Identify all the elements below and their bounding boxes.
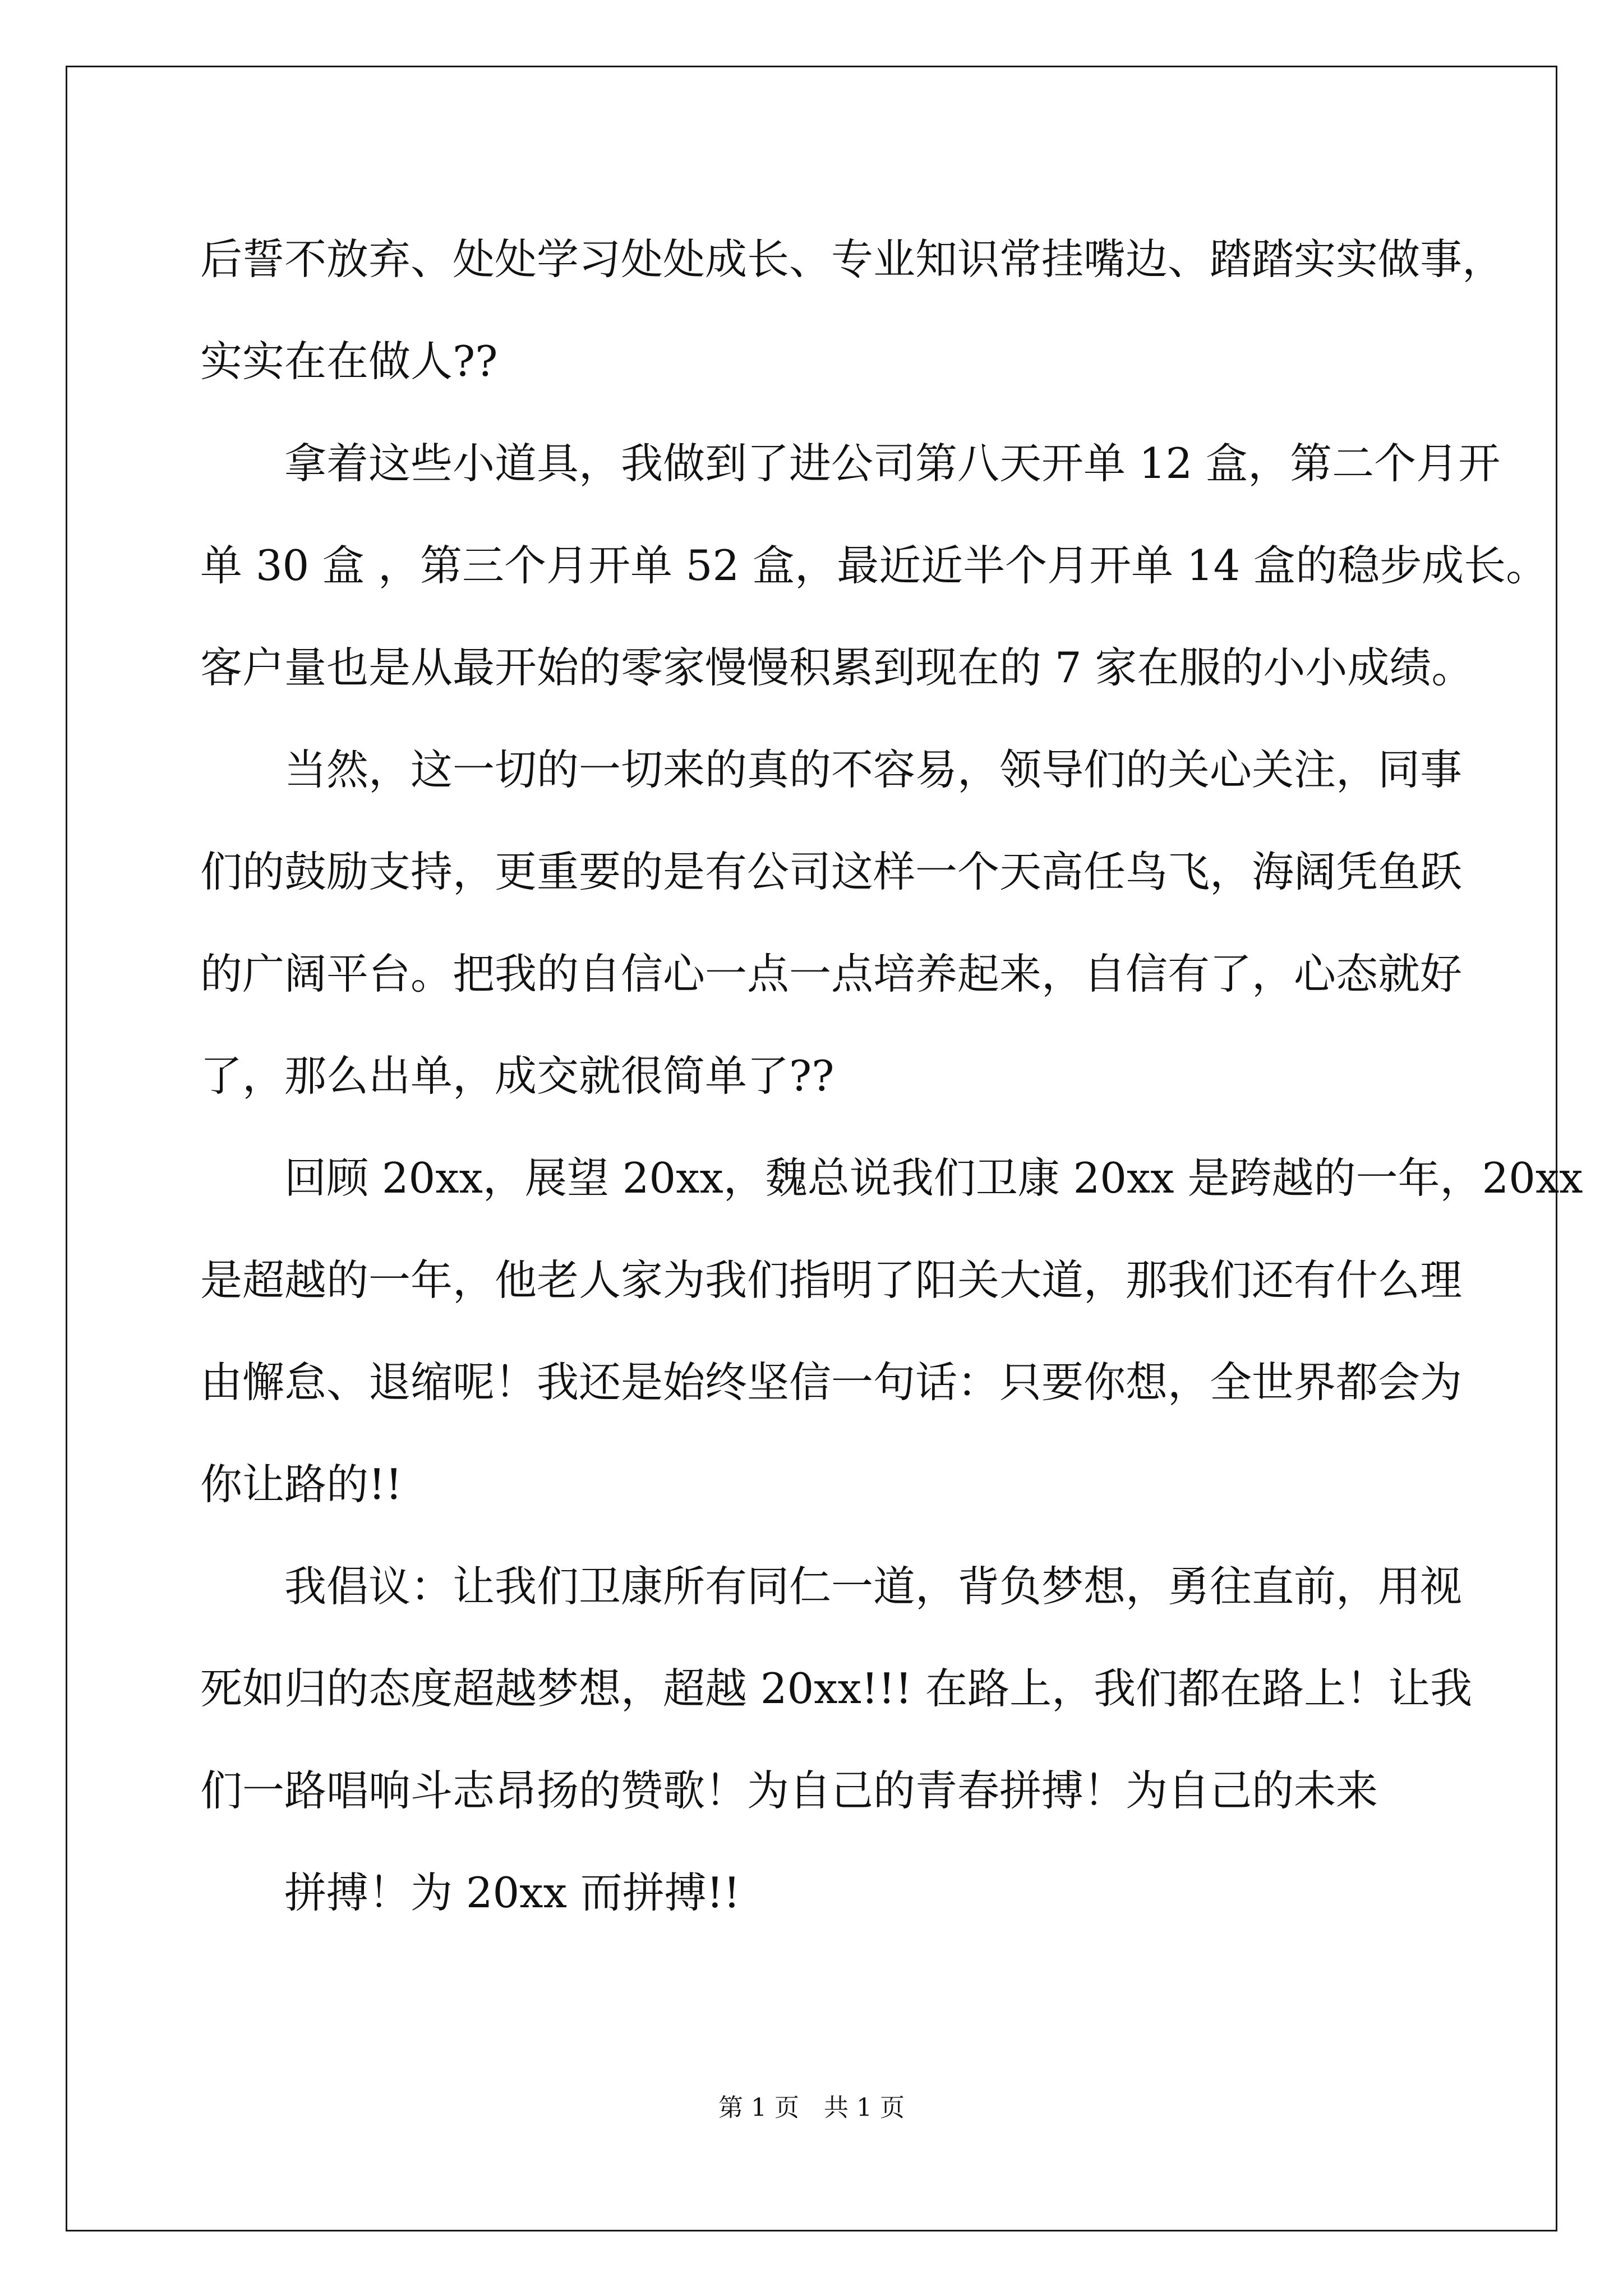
text-line-1: 后誓不放弃、处处学习处处成长、专业知识常挂嘴边、踏踏实实做事， [200,234,1505,284]
text-line-6: 当然，这一切的一切来的真的不容易，领导们的关心关注，同事 [284,745,1463,794]
text-line-8: 的广阔平台。把我的自信心一点一点培养起来，自信有了，心态就好 [200,949,1463,999]
text-line-11: 是超越的一年，他老人家为我们指明了阳关大道，那我们还有什么理 [200,1255,1463,1305]
text-line-13: 你让路的!! [200,1460,403,1509]
text-line-15: 死如归的态度超越梦想，超越 20xx!!! 在路上，我们都在路上！让我 [200,1664,1473,1713]
text-line-17: 拼搏！为 20xx 而拼搏!! [284,1868,740,1917]
text-line-10: 回顾 20xx，展望 20xx，魏总说我们卫康 20xx 是跨越的一年，20xx [284,1153,1583,1203]
text-line-2: 实实在在做人?? [200,337,498,386]
text-line-16: 们一路唱响斗志昂扬的赞歌！为自己的青春拼搏！为自己的未来 [200,1766,1378,1815]
page-footer: 第 1 页 共 1 页 [718,2093,905,2122]
text-line-7: 们的鼓励支持，更重要的是有公司这样一个天高任鸟飞，海阔凭鱼跃 [200,847,1463,896]
text-line-12: 由懈怠、退缩呢！我还是始终坚信一句话：只要你想，全世界都会为 [200,1358,1463,1407]
text-line-4: 单 30 盒 ，第三个月开单 52 盒，最近近半个月开单 14 盒的稳步成长。 [200,541,1548,590]
text-line-14: 我倡议：让我们卫康所有同仁一道，背负梦想，勇往直前，用视 [284,1562,1463,1611]
text-line-3: 拿着这些小道具，我做到了进公司第八天开单 12 盒，第二个月开 [284,439,1501,488]
text-line-5: 客户量也是从最开始的零家慢慢积累到现在的 7 家在服的小小成绩。 [200,643,1474,692]
text-line-9: 了，那么出单，成交就很简单了?? [200,1051,834,1101]
